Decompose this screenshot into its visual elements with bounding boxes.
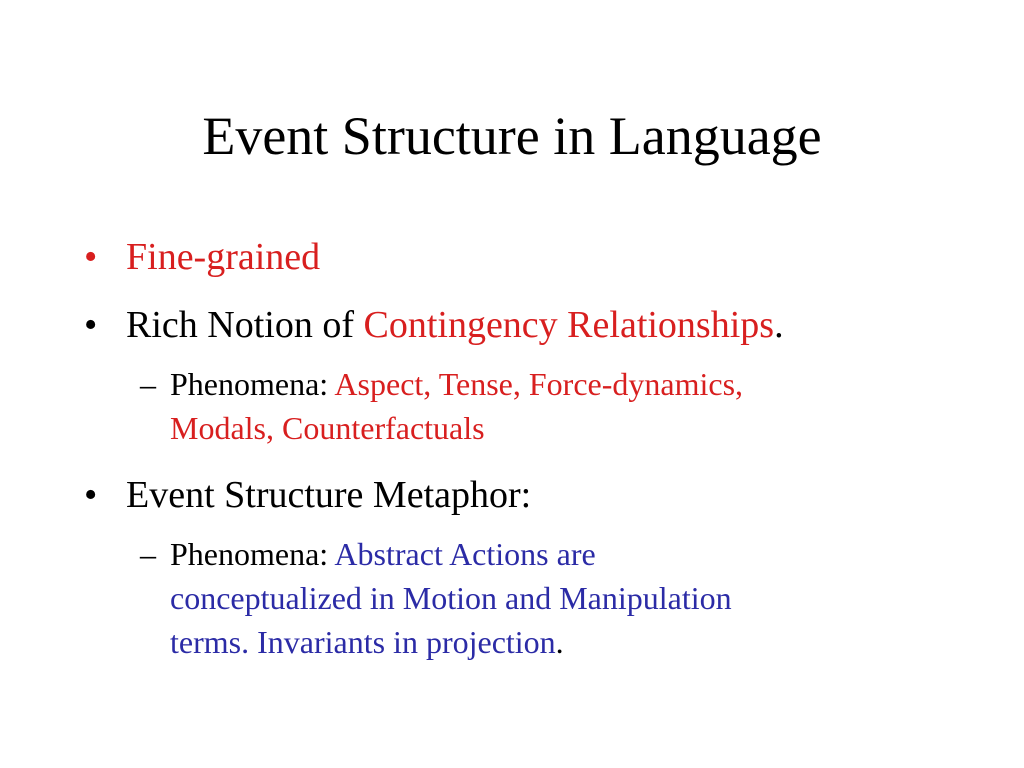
subbullet-label: Phenomena: bbox=[170, 536, 335, 572]
bullet-text: Rich Notion of bbox=[126, 304, 364, 346]
bullet-marker: • bbox=[84, 474, 98, 516]
subbullet-label: Phenomena: bbox=[170, 366, 335, 402]
subbullet-phenomena-aspect bbox=[140, 362, 920, 450]
bullet-contingency bbox=[84, 300, 964, 350]
bullet-text: Event Structure Metaphor: bbox=[126, 474, 532, 516]
subbullet-highlight-line2: Modals, Counterfactuals bbox=[170, 410, 485, 446]
subbullet-marker: – bbox=[140, 366, 156, 402]
slide-title: Event Structure in Language bbox=[202, 106, 822, 166]
bullet-metaphor bbox=[84, 470, 964, 520]
bullet-highlight: Contingency Relationships bbox=[363, 304, 775, 346]
bullet-marker: • bbox=[84, 236, 98, 278]
subbullet-highlight-line3: terms. Invariants in projection bbox=[170, 624, 556, 660]
bullet-marker: • bbox=[84, 304, 98, 346]
bullet-fine-grained bbox=[84, 232, 964, 282]
subbullet-highlight-line1: Abstract Actions are bbox=[334, 536, 596, 572]
subbullet-highlight-line2: conceptualized in Motion and Manipulation bbox=[170, 580, 732, 616]
subbullet-highlight-line1: Aspect, Tense, Force-dynamics, bbox=[334, 366, 744, 402]
subbullet-marker: – bbox=[140, 536, 156, 572]
bullet-text-after: . bbox=[774, 304, 784, 346]
bullet-text: Fine-grained bbox=[126, 236, 321, 278]
subbullet-text-after: . bbox=[555, 624, 564, 660]
subbullet-phenomena-abstract bbox=[140, 532, 920, 664]
